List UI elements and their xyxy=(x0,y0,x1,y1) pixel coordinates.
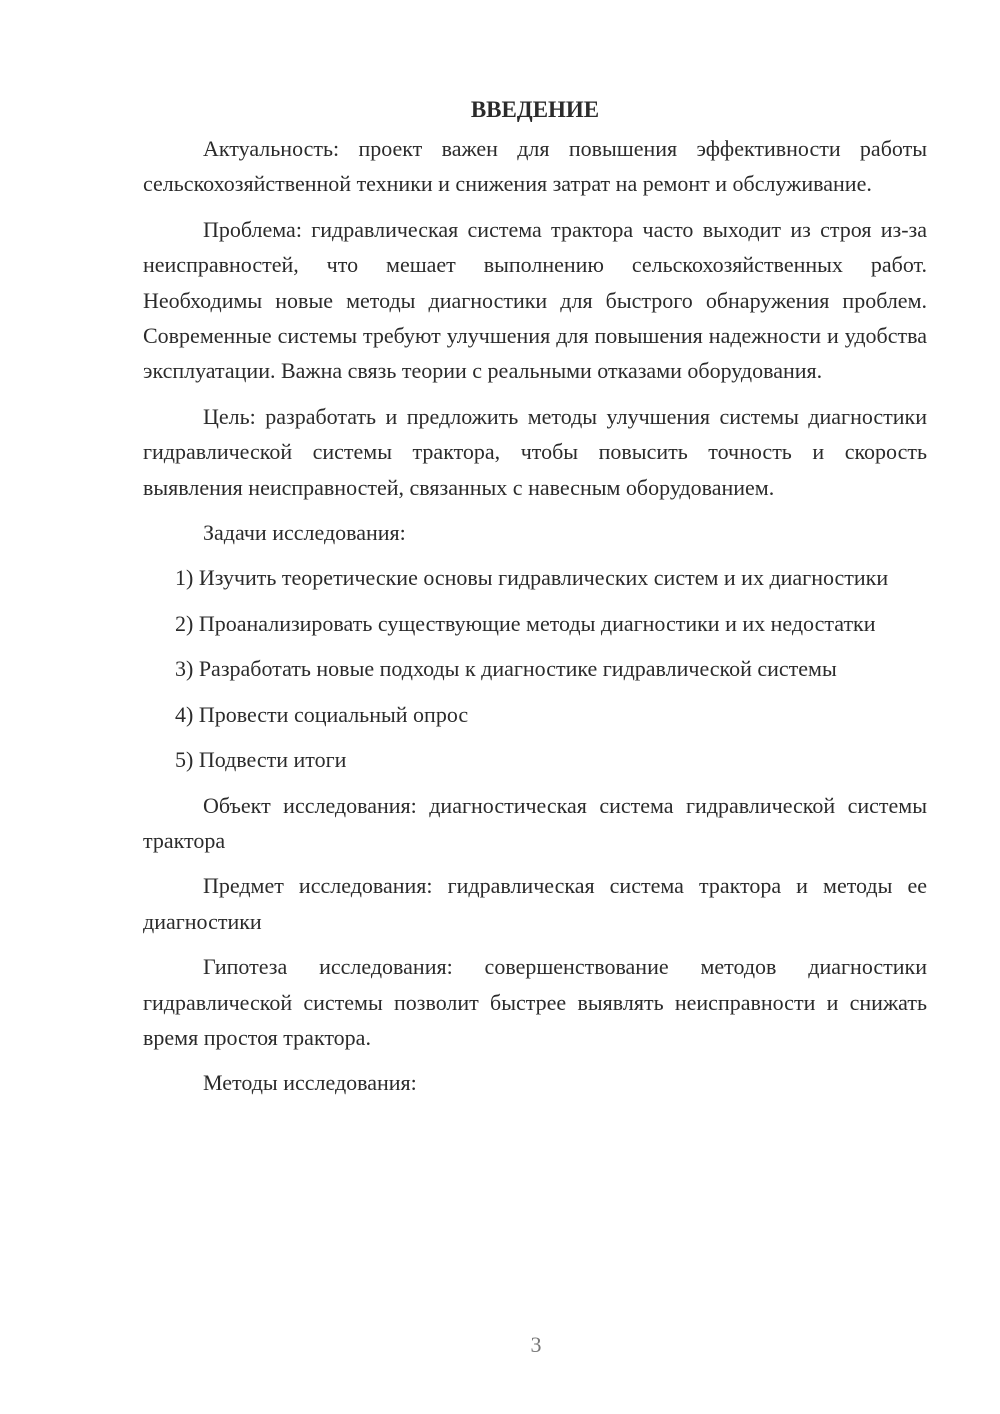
section-title: ВВЕДЕНИЕ xyxy=(470,97,600,122)
paragraph-methods: Методы исследования: xyxy=(203,1070,417,1096)
task-item: 4) Провести социальный опрос xyxy=(175,701,469,727)
paragraph-problem: Проблема: гидравлическая система трактора часто выходит из строя из-за неисправностей, что мешает выполнению сельскохозяйственных работ. Необходимы новые методы диагностики для быстрого обнаружения проблем. Современные системы требуют улучшения для повышения надежности и удобства эксплуатации. Важна связь теории с реальными отказами оборудования. xyxy=(143,216,927,384)
page-number: 3 xyxy=(530,1332,542,1357)
paragraph-tasks-heading: Задачи исследования: xyxy=(203,520,406,546)
task-item: 2) Проанализировать существующие методы диагностики и их недостатки xyxy=(175,610,876,636)
paragraph-hypothesis: Гипотеза исследования: совершенствование методов диагностики гидравлической системы позволит быстрее выявлять неисправности и снижать время простоя трактора. xyxy=(143,954,927,1050)
task-item: 1) Изучить теоретические основы гидравлических систем и их диагностики xyxy=(175,565,889,591)
document-page xyxy=(143,92,927,1111)
paragraph-goal: Цель: разработать и предложить методы улучшения системы диагностики гидравлической системы трактора, чтобы повысить точность и скорость выявления неисправностей, связанных с навесным оборудованием. xyxy=(143,403,927,500)
task-item: 5) Подвести итоги xyxy=(175,747,347,773)
paragraph-object: Объект исследования: диагностическая система гидравлической системы трактора xyxy=(143,792,927,853)
task-item: 3) Разработать новые подходы к диагностике гидравлической системы xyxy=(175,656,837,682)
paragraph-relevance: Актуальность: проект важен для повышения эффективности работы сельскохозяйственной техники и снижения затрат на ремонт и обслуживание. xyxy=(143,136,927,197)
paragraph-subject: Предмет исследования: гидравлическая система трактора и методы ее диагностики xyxy=(143,873,927,934)
